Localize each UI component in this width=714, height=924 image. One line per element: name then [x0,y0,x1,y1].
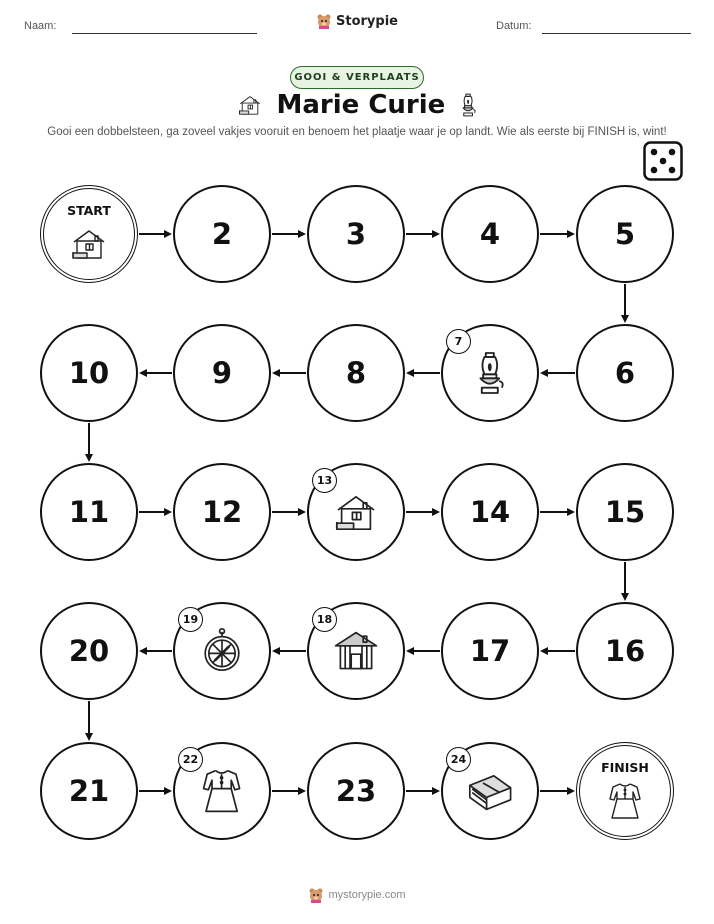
start-label: START [67,203,111,218]
brand-name: Storypie [336,13,398,29]
board-space-3 [307,185,405,283]
dress-icon [200,767,243,815]
board-space-18 [307,602,405,700]
path-arrow [85,423,93,462]
space-number: 8 [345,356,367,390]
path-arrow [406,787,440,795]
name-label: Naam: [24,20,57,32]
path-arrow [139,787,172,795]
start-space [40,185,138,283]
path-arrow [139,647,172,655]
board-space-13 [307,463,405,561]
cottage-icon [69,227,109,261]
compass-icon [198,627,246,675]
finish-label: FINISH [601,760,649,775]
board-space-22 [173,742,271,840]
space-number-badge: 18 [312,607,337,632]
path-arrow [272,369,306,377]
dress-icon [607,781,643,821]
space-number: 21 [68,774,110,808]
book-icon [465,771,515,812]
space-number: 15 [604,495,646,529]
board-space-2 [173,185,271,283]
space-number: 4 [479,217,501,251]
board-space-17 [441,602,539,700]
path-arrow [406,508,440,516]
space-number: 5 [614,217,636,251]
space-number: 17 [469,634,511,668]
path-arrow [139,369,172,377]
wooden-shed-icon [332,629,380,672]
path-arrow [406,369,440,377]
path-arrow [406,647,440,655]
board-space-12 [173,463,271,561]
footer-url: mystorypie.com [328,889,406,901]
path-arrow [540,647,575,655]
space-number: 6 [614,356,636,390]
space-number-badge: 7 [446,329,471,354]
board-space-15 [576,463,674,561]
space-number: 3 [345,217,367,251]
board-space-5 [576,185,674,283]
space-number-badge: 13 [312,468,337,493]
path-arrow [85,701,93,741]
board-space-23 [307,742,405,840]
oil-lamp-icon [473,349,507,397]
space-number: 9 [211,356,233,390]
space-number: 12 [201,495,243,529]
board-space-20 [40,602,138,700]
path-arrow [139,508,172,516]
bear-mascot-icon [308,887,324,903]
space-number: 10 [68,356,110,390]
space-number-badge: 22 [178,747,203,772]
path-arrow [272,647,306,655]
path-arrow [272,787,306,795]
date-label: Datum: [496,20,532,32]
board-space-14 [441,463,539,561]
board-space-9 [173,324,271,422]
path-arrow [272,230,306,238]
path-arrow [540,230,575,238]
space-number: 16 [604,634,646,668]
space-number: 2 [211,217,233,251]
board-space-6 [576,324,674,422]
instructions: Gooi een dobbelsteen, ga zoveel vakjes vooruit en benoem het plaatje waar je op landt. Wie als eerste bij FINISH is, wint! [47,126,667,138]
finish-space [576,742,674,840]
board-space-7 [441,324,539,422]
board-space-11 [40,463,138,561]
path-arrow [540,787,575,795]
path-arrow [540,369,575,377]
board-space-19 [173,602,271,700]
path-arrow [272,508,306,516]
path-arrow [406,230,440,238]
page-title: Marie Curie [276,90,446,120]
game-type-badge: GOOI & VERPLAATS [290,66,424,89]
board-space-16 [576,602,674,700]
space-number: 14 [469,495,511,529]
board-space-10 [40,324,138,422]
board-space-21 [40,742,138,840]
space-number: 23 [335,774,377,808]
space-number: 20 [68,634,110,668]
path-arrow [621,284,629,323]
board-space-8 [307,324,405,422]
path-arrow [139,230,172,238]
space-number-badge: 24 [446,747,471,772]
cottage-icon [332,492,380,533]
board-space-4 [441,185,539,283]
footer [0,887,714,903]
path-arrow [540,508,575,516]
space-number-badge: 19 [178,607,203,632]
space-number: 11 [68,495,110,529]
path-arrow [621,562,629,601]
board-space-24 [441,742,539,840]
